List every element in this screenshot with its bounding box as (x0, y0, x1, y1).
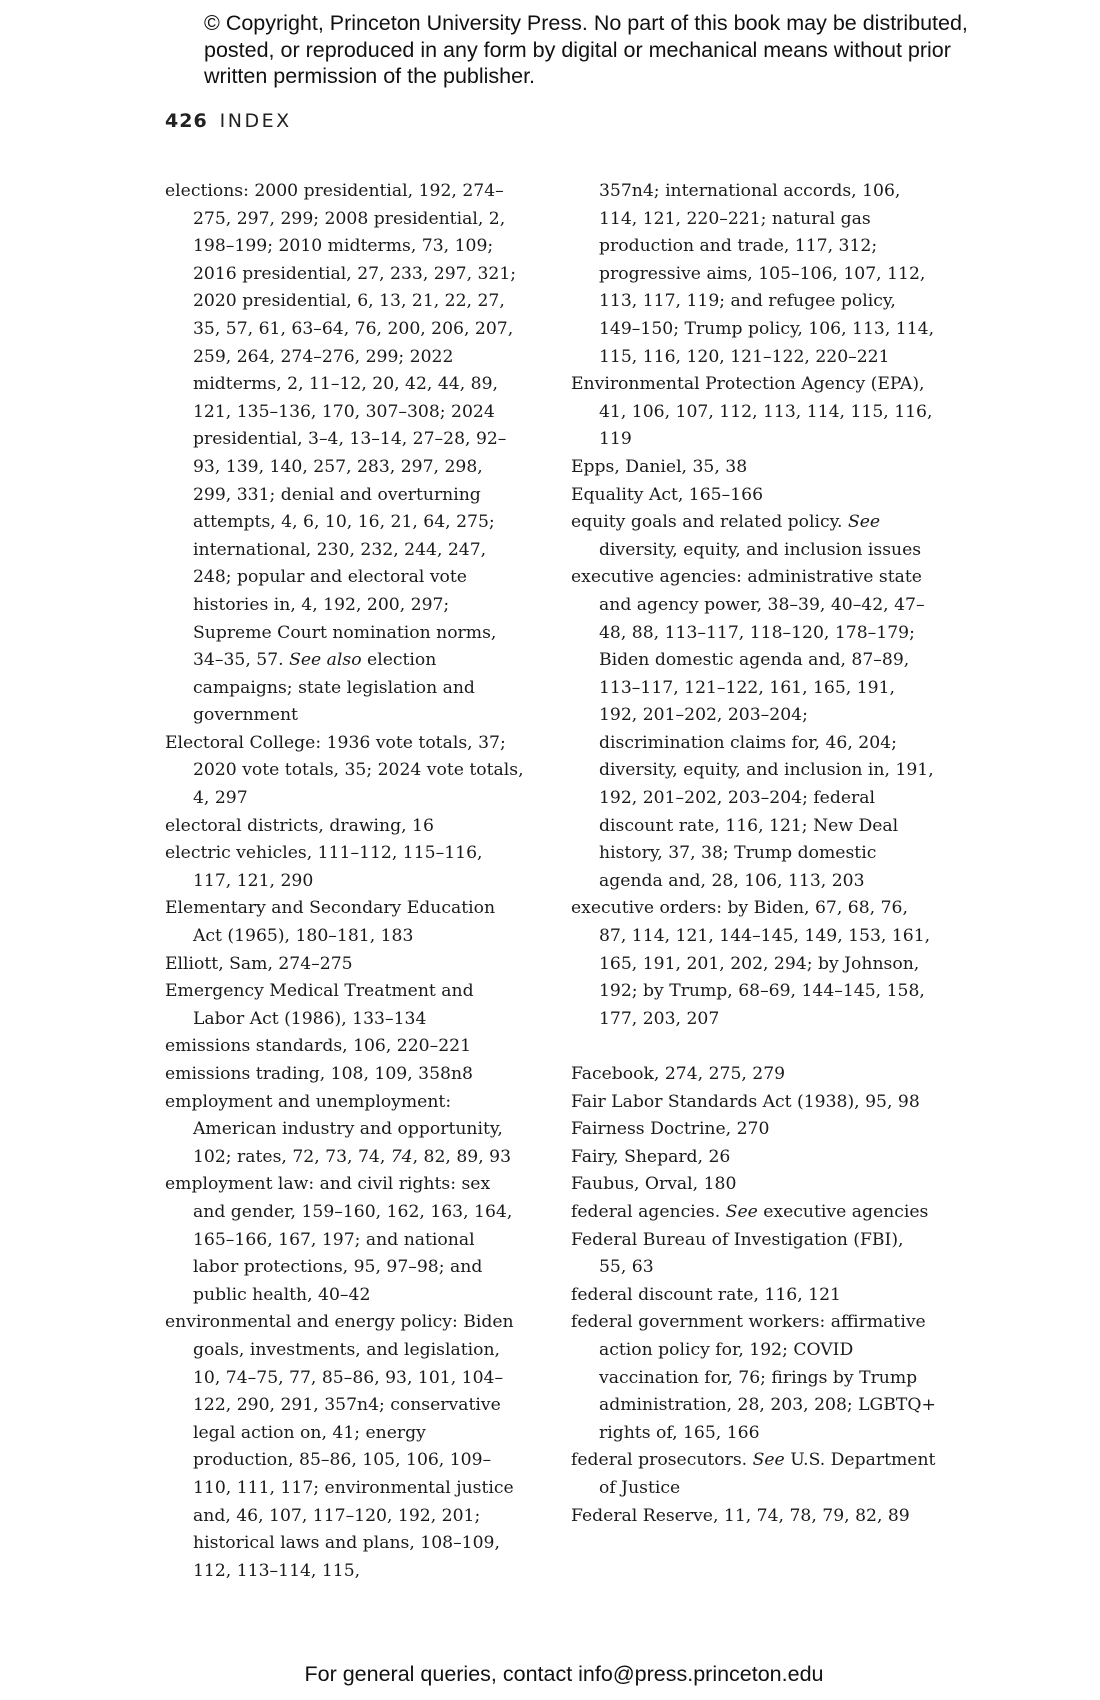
index-entry-text: Elliott, Sam, 274–275 (165, 953, 353, 974)
index-entry-text: emissions standards, 106, 220–221 (165, 1036, 472, 1057)
index-entry-text: Electoral College: 1936 vote totals, 37; 2020 vote totals, 35; 2024 vote totals, 4, 297 (165, 732, 524, 809)
cross-reference-term: See (847, 512, 881, 533)
index-entry-text: federal agencies. (571, 1201, 726, 1222)
index-entry (165, 895, 525, 950)
index-entry-text: election campaigns; state legislation and government (193, 650, 475, 726)
index-entry-text: U.S. Department of Justice (599, 1450, 936, 1498)
index-entry (571, 371, 936, 454)
index-entry (165, 978, 525, 1033)
index-entry-text: Fairness Doctrine, 270 (571, 1119, 770, 1140)
index-entry (571, 1144, 936, 1172)
index-column-right (571, 178, 936, 1530)
index-entry-text: elections: 2000 presidential, 192, 274–275, 297, 299; 2008 presidential, 2, 198–199; 2010 midterms, 73, 109; 2016 presidential, 27, 233, 297, 321; 2020 presidential, 6, 13, 21, 22, 27, 35, 57, 61, 63–64, 76, 200, 206, 207, 259, 264, 274–276, 299; 2022 midterms, 2, 11–12, 20, 42, 44, 89, 121, 135–136, 170, 307–308; 2024 presidential, 3–4, 13–14, 27–28, 92–93, 139, 140, 257, 283, 297, 298, 299, 331; denial and overturning attempts, 4, 6, 10, 16, 21, 64, 275; international, 230, 232, 244, 247, 248; popular and electoral vote histories in, 4, 192, 200, 297; Supreme Court nomination norms, 34–35, 57. (165, 181, 517, 671)
index-entry (165, 813, 525, 841)
index-entry-text: Faubus, Orval, 180 (571, 1174, 737, 1195)
index-entry (571, 1171, 936, 1199)
index-entry (571, 1227, 936, 1282)
index-group-e (571, 371, 936, 1033)
index-entry (165, 1061, 525, 1089)
index-entry-text: Federal Bureau of Investigation (FBI), 55, 63 (571, 1229, 904, 1278)
index-entry-text: federal government workers: affirmative action policy for, 192; COVID vaccination for, 76; firings by Trump administration, 28, 203, 208; LGBTQ+ rights of, 165, 166 (571, 1312, 936, 1443)
index-group-f (571, 1061, 936, 1530)
index-entry-text: equity goals and related policy. (571, 512, 848, 533)
index-entry (165, 1171, 525, 1309)
index-entry (571, 1199, 936, 1227)
index-entry-text: executive orders: by Biden, 67, 68, 76, 87, 114, 121, 144–145, 149, 153, 161, 165, 191, 201, 202, 294; by Johnson, 192; by Trump, 68–69, 144–145, 158, 177, 203, 207 (571, 898, 931, 1029)
index-entry (165, 1309, 525, 1585)
index-entry-text: executive agencies (757, 1201, 929, 1222)
page-number: 426 (165, 110, 208, 132)
index-entry-text: Epps, Daniel, 35, 38 (571, 456, 748, 477)
index-entry (165, 178, 525, 730)
index-entry (165, 840, 525, 895)
index-entry (571, 1282, 936, 1310)
cross-reference-term: See (725, 1201, 758, 1222)
letter-group-gap (571, 1033, 936, 1061)
index-entry (571, 482, 936, 510)
cross-reference-term: See also (289, 650, 362, 671)
index-entry (571, 509, 936, 564)
index-entry-text: electoral districts, drawing, 16 (165, 815, 434, 836)
index-entry-text: diversity, equity, and inclusion issues (599, 539, 922, 560)
index-entry (571, 1447, 936, 1502)
index-entry-text: executive agencies: administrative state and agency power, 38–39, 40–42, 47–48, 88, 113–117, 118–120, 178–179; Biden domestic agenda and, 87–89, 113–117, 121–122, 161, 165, 191, 192, 201–202, 203–204; discrimination claims for, 46, 204; diversity, equity, and inclusion in, 191, 192, 201–202, 203–204; federal discount rate, 116, 121; New Deal history, 37, 38; Trump domestic agenda and, 28, 106, 113, 203 (571, 567, 934, 891)
index-entry (165, 1033, 525, 1061)
index-entry-text: Equality Act, 165–166 (571, 484, 764, 505)
footer-contact (0, 1662, 1100, 1687)
index-entry-text: Fairy, Shepard, 26 (571, 1146, 731, 1167)
index-entry-text: emissions trading, 108, 109, 358n8 (165, 1064, 473, 1084)
index-entry-text: employment law: and civil rights: sex and gender, 159–160, 162, 163, 164, 165–166, 167, 197; and national labor protections, 95, 97–98; and public health, 40–42 (165, 1174, 513, 1305)
index-entry (571, 564, 936, 895)
index-entry (165, 1089, 525, 1172)
index-entry (165, 730, 525, 813)
index-entry-text: electric vehicles, 111–112, 115–116, 117, 121, 290 (165, 843, 483, 891)
index-entry (571, 454, 936, 482)
index-entry (571, 1116, 936, 1144)
index-entry (571, 1089, 936, 1117)
section-title: INDEX (219, 110, 292, 132)
index-entry (571, 1061, 936, 1089)
index-entry-text: Environmental Protection Agency (EPA), 41, 106, 107, 112, 113, 114, 115, 116, 119 (571, 374, 933, 450)
index-entry (571, 1503, 936, 1531)
index-entry-text: Federal Reserve, 11, 74, 78, 79, 82, 89 (571, 1505, 910, 1526)
index-entry-continuation: 357n4; international accords, 106, 114, 121, 220–221; natural gas production and trade, 117, 312; progressive aims, 105–106, 107, 112, 113, 117, 119; and refugee policy, 149–150; Trump policy, 106, 113, 114, 115, 116, 120, 121–122, 220–221 (599, 181, 935, 367)
index-entry-text: Fair Labor Standards Act (1938), 95, 98 (571, 1091, 920, 1112)
index-entry-text: , 82, 89, 93 (412, 1146, 512, 1167)
cross-reference-term: 74 (390, 1146, 413, 1167)
index-entry-text: Emergency Medical Treatment and Labor Act (1986), 133–134 (165, 981, 474, 1029)
running-header (165, 110, 292, 132)
index-entry-text: federal prosecutors. (571, 1450, 753, 1471)
index-entry-text: environmental and energy policy: Biden goals, investments, and legislation, 10, 74–75, 77, 85–86, 93, 101, 104–122, 290, 291, 357n4; conservative legal action on, 41; energy production, 85–86, 105, 106, 109–110, 111, 117; environmental justice and, 46, 107, 117–120, 192, 201; historical laws and plans, 108–109, 112, 113–114, 115, (165, 1312, 514, 1581)
index-entry-text: Elementary and Secondary Education Act (1965), 180–181, 183 (165, 898, 496, 947)
index-entry (165, 951, 525, 979)
footer-text: For general queries, contact info@press.princeton.edu (304, 1662, 824, 1686)
index-column-left (165, 178, 525, 1585)
index-entry-text: Facebook, 274, 275, 279 (571, 1064, 786, 1084)
cross-reference-term: See (752, 1450, 785, 1471)
index-entry-text: federal discount rate, 116, 121 (571, 1284, 841, 1305)
index-entry (571, 1309, 936, 1447)
index-entry-text: employment and unemployment: American industry and opportunity, 102; rates, 72, 73, 74, (165, 1091, 503, 1167)
index-entry (571, 895, 936, 1033)
copyright-notice: © Copyright, Princeton University Press. No part of this book may be distributed, posted, or reproduced in any form by digital or mechanical means without prior written permission of the publisher. (204, 11, 968, 88)
